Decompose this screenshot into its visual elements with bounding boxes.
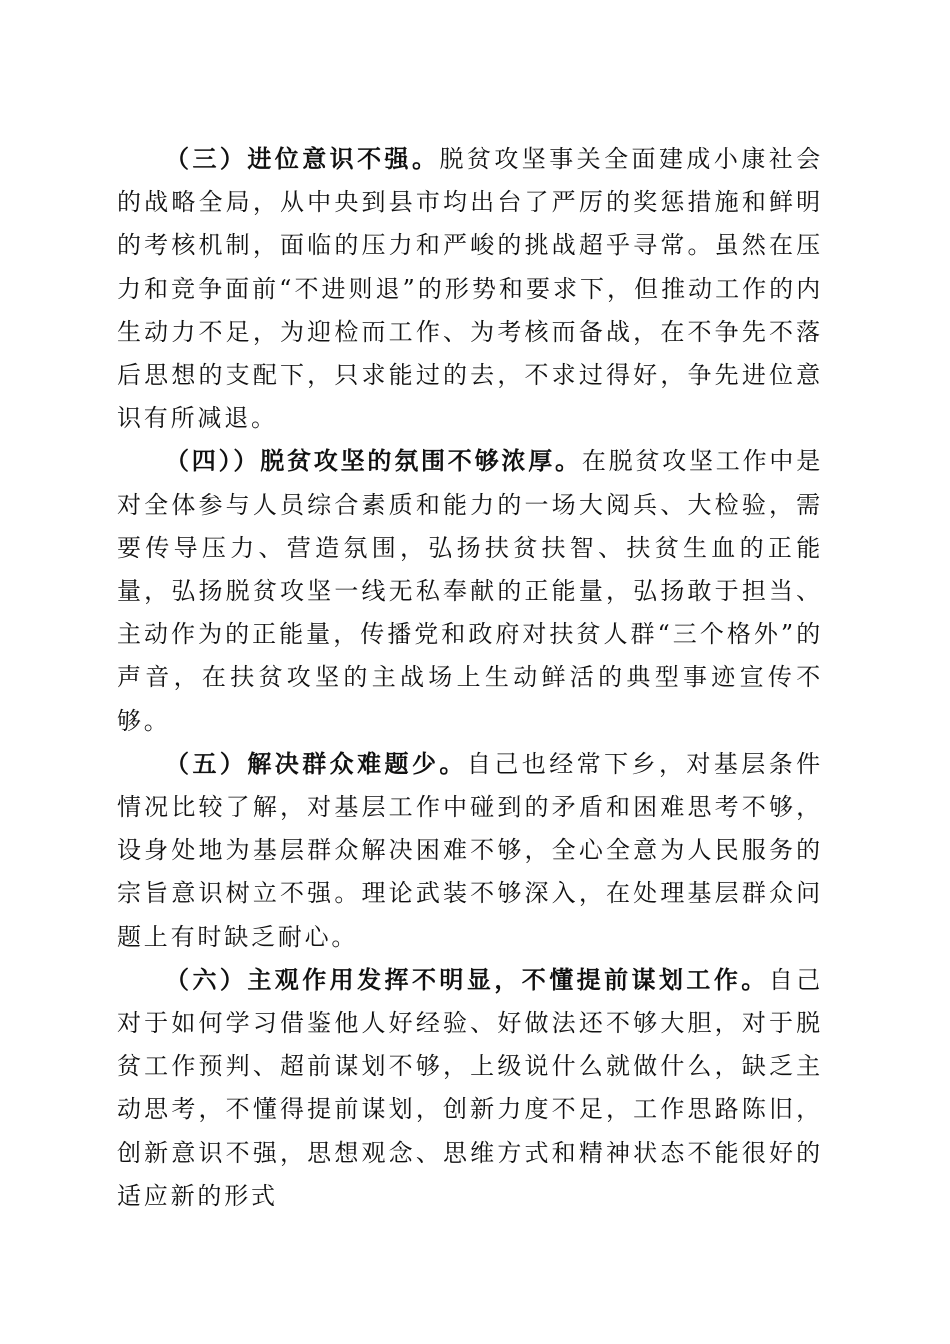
section-text-6: 自己对于如何学习借鉴他人好经验、好做法还不够大胆，对于脱贫工作预判、超前谋划不够，上级说什么就做什么，缺乏主动思考，不懂得提前谋划，创新力度不足，工作思路陈旧，创新意识不强，思想观念、思维方式和精神状态不能很好的适应新的形式 xyxy=(117,965,823,1210)
paragraph-section-6 xyxy=(117,959,823,1218)
document-body xyxy=(117,138,823,1218)
section-heading-3: （三）进位意识不强。 xyxy=(165,145,440,173)
paragraph-section-3 xyxy=(117,138,823,440)
section-heading-6: （六）主观作用发挥不明显，不懂提前谋划工作。 xyxy=(165,965,769,994)
section-heading-5: （五）解决群众难题少。 xyxy=(165,749,467,778)
paragraph-section-5 xyxy=(117,743,823,959)
paragraph-section-4 xyxy=(117,440,823,742)
section-heading-4: （四））脱贫攻坚的氛围不够浓厚。 xyxy=(165,447,582,476)
section-text-5: 自己也经常下乡，对基层条件情况比较了解，对基层工作中碰到的矛盾和困难思考不够，设身处地为基层群众解决困难不够，全心全意为人民服务的宗旨意识树立不强。理论武装不够深入，在处理基层群众问题上有时缺乏耐心。 xyxy=(117,749,823,951)
section-text-4: 在脱贫攻坚工作中是对全体参与人员综合素质和能力的一场大阅兵、大检验，需要传导压力、营造氛围，弘扬扶贫扶智、扶贫生血的正能量，弘扬脱贫攻坚一线无私奉献的正能量，弘扬敢于担当、主动作为的正能量，传播党和政府对扶贫人群“三个格外”的声音，在扶贫攻坚的主战场上生动鲜活的典型事迹宣传不够。 xyxy=(117,447,824,735)
section-text-3: 脱贫攻坚事关全面建成小康社会的战略全局，从中央到县市均出台了严厉的奖惩措施和鲜明的考核机制，面临的压力和严峻的挑战超乎寻常。虽然在压力和竞争面前“不进则退”的形势和要求下，但推动工作的内生动力不足，为迎检而工作、为考核而备战，在不争先不落后思想的支配下，只求能过的去，不求过得好，争先进位意识有所减退。 xyxy=(117,145,823,433)
